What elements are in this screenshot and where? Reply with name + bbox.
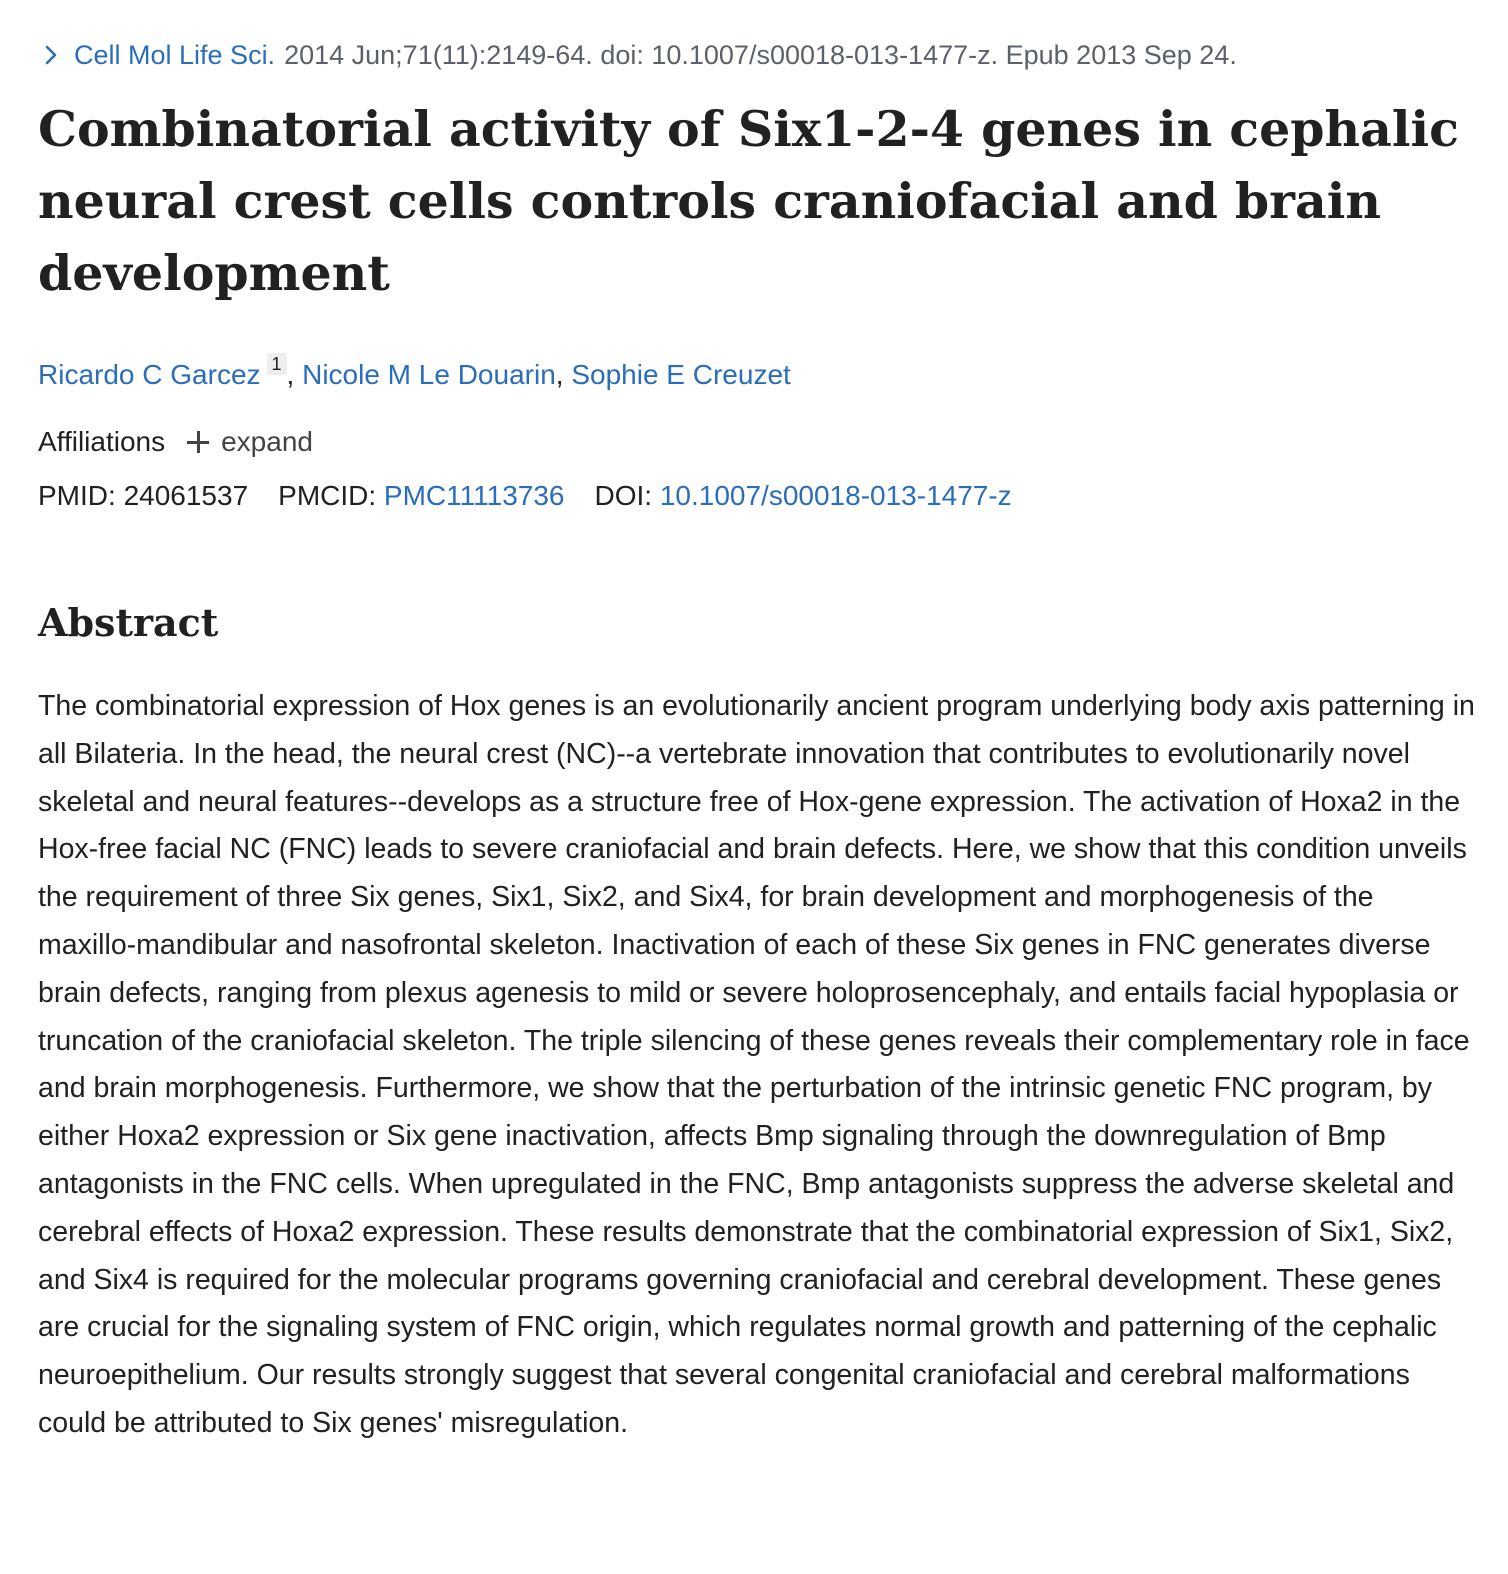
pmid [38,476,248,516]
affiliations-section [38,422,1470,462]
author-list [38,353,1470,395]
abstract-heading: Abstract [38,600,219,645]
plus-icon [187,431,209,453]
affiliation-marker[interactable]: 1 [267,353,287,375]
expand-label: expand [221,426,313,457]
author-link[interactable]: Sophie E Creuzet [571,359,791,390]
journal-link[interactable]: Cell Mol Life Sci. [74,40,276,70]
author-separator: , [555,359,572,390]
pmid-value: 24061537 [123,480,249,511]
doi [595,476,1012,516]
citation-line [38,36,1470,74]
expand-affiliations-button[interactable] [187,422,313,462]
chevron-right-icon[interactable] [40,44,62,66]
doi-link[interactable]: 10.1007/s00018-013-1477-z [659,480,1012,511]
abstract-text: The combinatorial expression of Hox genes is an evolutionarily ancient program underlying body axis patterning in all Bilateria. In the head, the neural crest (NC)--a vertebrate innovation that contributes to evolutionarily novel skeletal and neural features--develops as a structure free of Hox-gene expression. The activation of Hoxa2 in the Hox-free facial NC (FNC) leads to severe craniofacial and brain defects. Here, we show that this condition unveils the requirement of three Six genes, Six1, Six2, and Six4, for brain development and morphogenesis of the maxillo-mandibular and nasofrontal skeleton. Inactivation of each of these Six genes in FNC generates diverse brain defects, ranging from plexus agenesis to mild or severe holoprosencephaly, and entails facial hypoplasia or truncation of the craniofacial skeleton. The triple silencing of these genes reveals their complementary role in face and brain morphogenesis. Furthermore, we show that the perturbation of the intrinsic genetic FNC program, by either Hoxa2 expression or Six gene inactivation, affects Bmp signaling through the downregulation of Bmp antagonists in the FNC cells. When upregulated in the FNC, Bmp antagonists suppress the adverse skeletal and cerebral effects of Hoxa2 expression. These results demonstrate that the combinatorial expression of Six1, Six2, and Six4 is required for the molecular programs governing craniofacial and cerebral development. These genes are crucial for the signaling system of FNC origin, which regulates normal growth and patterning of the cephalic neuroepithelium. Our results strongly suggest that several congenital craniofacial and cerebral malformations could be attributed to Six genes' misregulation. [38,690,1475,1439]
article-title: Combinatorial activity of Six1-2-4 genes in cephalic neural crest cells controls craniofacial and brain development [38,100,1459,302]
author-separator: , [286,359,303,390]
pmcid-link[interactable]: PMC11113736 [383,480,565,511]
author-link[interactable]: Nicole M Le Douarin [302,359,556,390]
author-link[interactable]: Ricardo C Garcez [38,359,261,390]
identifiers-row [38,476,1470,516]
pmcid-label: PMCID: [278,480,377,511]
affiliations-label: Affiliations [38,426,166,457]
doi-label: DOI: [594,480,653,511]
pmcid [278,476,564,516]
citation-details: 2014 Jun;71(11):2149-64. doi: 10.1007/s00018-013-1477-z. Epub 2013 Sep 24. [284,40,1237,70]
pmid-label: PMID: [38,480,116,511]
